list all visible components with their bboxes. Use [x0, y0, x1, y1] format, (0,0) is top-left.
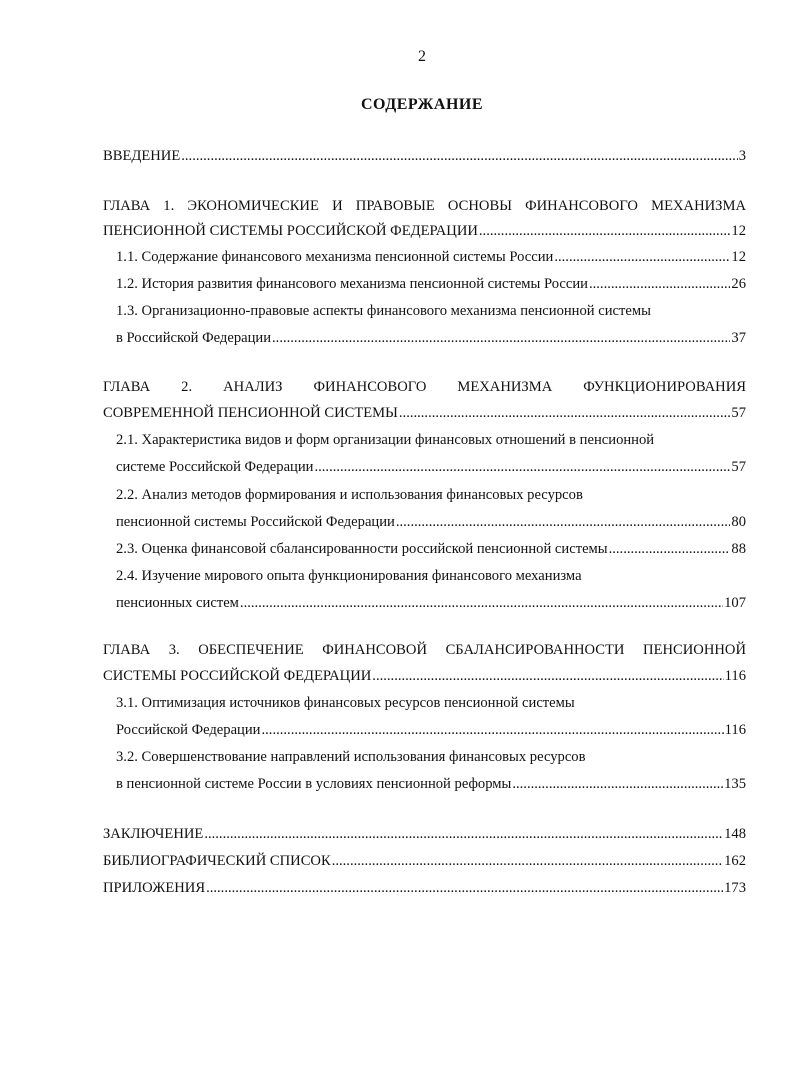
toc-chapter-label: ГЛАВА 2. АНАЛИЗ ФИНАНСОВОГО МЕХАНИЗМА ФУНКЦИОНИРОВАНИЯ	[103, 379, 746, 395]
toc-section-label: пенсионных систем	[116, 595, 239, 611]
toc-section-label: 2.4. Изучение мирового опыта функционирования финансового механизма	[116, 568, 582, 584]
toc-section-label: 3.2. Совершенствование направлений использования финансовых ресурсов	[116, 749, 586, 765]
toc-chapter-label: ПЕНСИОННОЙ СИСТЕМЫ РОССИЙСКОЙ ФЕДЕРАЦИИ	[103, 223, 478, 239]
leader-dots	[479, 219, 731, 243]
toc-page-number: 173	[724, 880, 746, 896]
toc-entry-label: ПРИЛОЖЕНИЯ	[103, 880, 206, 896]
leader-dots	[609, 537, 731, 561]
toc-section-label: пенсионной системы Российской Федерации	[116, 514, 395, 530]
toc-page-number: 37	[731, 330, 746, 346]
toc-section-1-3-line2[interactable]	[116, 326, 746, 350]
toc-section-2-4-line1[interactable]	[116, 564, 746, 588]
toc-section-label: Российской Федерации	[116, 722, 261, 738]
toc-section-label: 1.2. История развития финансового механизма пенсионной системы России	[116, 276, 588, 292]
leader-dots	[272, 326, 730, 350]
toc-chapter-1-line1[interactable]	[103, 194, 746, 218]
toc-section-2-1-line1[interactable]	[116, 428, 746, 452]
toc-section-1-2[interactable]	[116, 272, 746, 296]
toc-section-3-1-line1[interactable]	[116, 691, 746, 715]
toc-section-label: 1.3. Организационно-правовые аспекты финансового механизма пенсионной системы	[116, 303, 651, 319]
toc-section-2-4-line2[interactable]	[116, 591, 746, 615]
toc-entry-conclusion[interactable]	[103, 822, 746, 846]
toc-section-label: 1.1. Содержание финансового механизма пенсионной системы России	[116, 249, 554, 265]
toc-page-number: 148	[724, 826, 746, 842]
leader-dots	[204, 822, 723, 846]
toc-section-2-1-line2[interactable]	[116, 455, 746, 479]
toc-section-label: системе Российской Федерации	[116, 459, 314, 475]
toc-chapter-label: СОВРЕМЕННОЙ ПЕНСИОННОЙ СИСТЕМЫ	[103, 405, 398, 421]
toc-chapter-2-line1[interactable]	[103, 375, 746, 399]
toc-section-1-1[interactable]	[116, 245, 746, 269]
toc-page-number: 12	[731, 249, 746, 265]
toc-page-number: 107	[724, 595, 746, 611]
toc-section-3-1-line2[interactable]	[116, 718, 746, 742]
toc-chapter-2-line2[interactable]	[103, 401, 746, 425]
leader-dots	[240, 591, 723, 615]
toc-section-2-2-line1[interactable]	[116, 483, 746, 507]
toc-page-number: 26	[731, 276, 746, 292]
toc-chapter-label: ГЛАВА 1. ЭКОНОМИЧЕСКИЕ И ПРАВОВЫЕ ОСНОВЫ ФИНАНСОВОГО МЕХАНИЗМА	[103, 198, 746, 214]
toc-entry-appendices[interactable]	[103, 876, 746, 900]
toc-page-number: 116	[724, 722, 746, 738]
toc-section-3-2-line2[interactable]	[116, 772, 746, 796]
toc-page-number: 88	[731, 541, 746, 557]
leader-dots	[512, 772, 723, 796]
toc-page-number: 116	[724, 668, 746, 684]
leader-dots	[314, 455, 730, 479]
toc-chapter-label: ГЛАВА 3. ОБЕСПЕЧЕНИЕ ФИНАНСОВОЙ СБАЛАНСИРОВАННОСТИ ПЕНСИОННОЙ	[103, 642, 746, 658]
toc-entry-label: ВВЕДЕНИЕ	[103, 148, 181, 164]
toc-section-label: 3.1. Оптимизация источников финансовых ресурсов пенсионной системы	[116, 695, 575, 711]
toc-page-number: 3	[738, 148, 746, 164]
leader-dots	[262, 718, 724, 742]
toc-section-2-3[interactable]	[116, 537, 746, 561]
leader-dots	[206, 876, 723, 900]
toc-section-label: 2.3. Оценка финансовой сбалансированности российской пенсионной системы	[116, 541, 608, 557]
toc-page-number: 57	[731, 459, 746, 475]
leader-dots	[372, 664, 723, 688]
toc-entry-label: ЗАКЛЮЧЕНИЕ	[103, 826, 204, 842]
toc-chapter-3-line1[interactable]	[103, 638, 746, 662]
leader-dots	[399, 401, 731, 425]
toc-page-number: 80	[731, 514, 746, 530]
toc-section-label: в пенсионной системе России в условиях пенсионной реформы	[116, 776, 512, 792]
toc-section-label: в Российской Федерации	[116, 330, 272, 346]
toc-title: СОДЕРЖАНИЕ	[360, 96, 484, 113]
toc-page-number: 162	[724, 853, 746, 869]
toc-entry-bibliography[interactable]	[103, 849, 746, 873]
toc-page-number: 12	[731, 223, 746, 239]
toc-chapter-3-line2[interactable]	[103, 664, 746, 688]
toc-section-2-2-line2[interactable]	[116, 510, 746, 534]
toc-page-number: 135	[724, 776, 746, 792]
toc-chapter-1-line2[interactable]	[103, 219, 746, 243]
toc-entry-introduction[interactable]	[103, 144, 746, 168]
leader-dots	[332, 849, 723, 873]
leader-dots	[589, 272, 730, 296]
page-number: 2	[418, 48, 426, 65]
leader-dots	[554, 245, 730, 269]
toc-section-3-2-line1[interactable]	[116, 745, 746, 769]
toc-section-1-3-line1[interactable]	[116, 299, 746, 323]
toc-section-label: 2.1. Характеристика видов и форм организации финансовых отношений в пенсионной	[116, 432, 655, 448]
toc-page-number: 57	[731, 405, 746, 421]
toc-section-label: 2.2. Анализ методов формирования и использования финансовых ресурсов	[116, 487, 583, 503]
toc-chapter-label: СИСТЕМЫ РОССИЙСКОЙ ФЕДЕРАЦИИ	[103, 668, 372, 684]
leader-dots	[181, 144, 737, 168]
leader-dots	[396, 510, 731, 534]
toc-entry-label: БИБЛИОГРАФИЧЕСКИЙ СПИСОК	[103, 853, 331, 869]
